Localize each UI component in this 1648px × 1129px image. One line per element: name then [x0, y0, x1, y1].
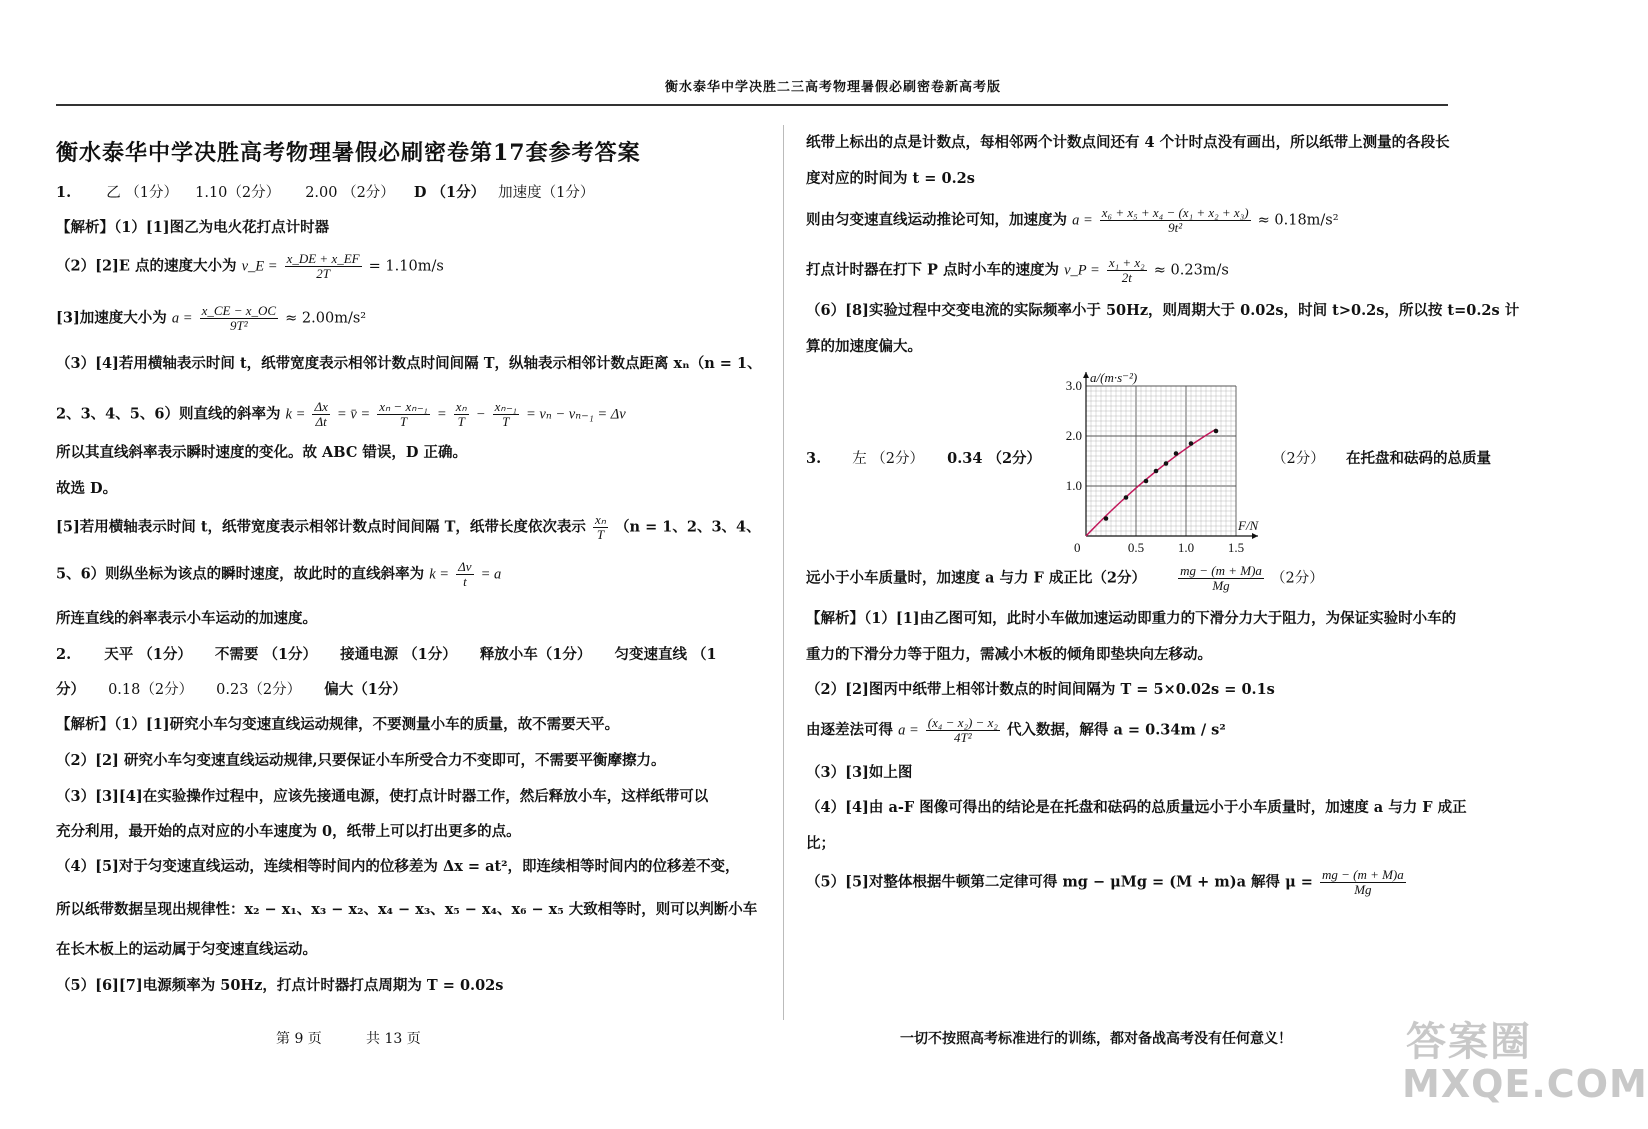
- formula-xnt-denominator: T: [596, 527, 605, 542]
- formula-k2-denominator: T: [399, 414, 408, 429]
- left-line-1: 【解析】（1）[1]图乙为电火花打点计时器: [56, 219, 330, 236]
- footer-slogan: 一切不按照高考标准进行的训练，都对备战高考没有任何意义！: [900, 1031, 1292, 1047]
- x-tick-label: 1.5: [1227, 540, 1245, 555]
- formula-k3-numerator: xₙ: [455, 399, 467, 414]
- formula-a4-lhs: a =: [898, 722, 919, 739]
- x-axis-label: F/N: [1238, 518, 1259, 533]
- y-tick-label: 1.0: [1065, 478, 1082, 493]
- right-line-14: 比；: [806, 835, 835, 852]
- y-tick-label: 3.0: [1065, 378, 1082, 393]
- right-line-11: [806, 716, 1226, 745]
- formula-a-lhs: a =: [171, 310, 193, 327]
- left-line-2: [56, 252, 444, 281]
- q1-ans-4: D （1分）: [413, 184, 486, 201]
- formula-mu-numerator: mg − (m + M)a: [1180, 563, 1262, 578]
- left-line-8-text: [5]若用横轴表示时间 t，纸带宽度表示相邻计数点时间间隔 T，纸带长度依次表示: [56, 518, 586, 536]
- formula-k-frac-1: [312, 400, 329, 429]
- q2-ans-3: 接通电源 （1分）: [340, 646, 457, 663]
- formula-a6-lhs: a =: [1072, 212, 1093, 229]
- q1-ans-3: 2.00 （2分）: [305, 185, 395, 201]
- left-line-4: （3）[4]若用横轴表示时间 t，纸带宽度表示相邻计数点时间间隔 T，纵轴表示相邻计数点距离 xₙ（n = 1、: [56, 355, 762, 372]
- formula-a6-fraction: [1100, 206, 1251, 235]
- q1-ans-5: 加速度（1分）: [498, 185, 595, 201]
- left-line-6: 所以其直线斜率表示瞬时速度的变化。故 ABC 错误，D 正确。: [56, 444, 468, 461]
- q2-answers-row-2: [56, 681, 407, 699]
- q3-ans-3: （2分）: [1272, 451, 1325, 467]
- formula-a4-numerator: (x₄ − x₂) − x₂: [927, 715, 998, 730]
- footer-page-number: 第 9 页: [276, 1031, 322, 1047]
- formula-a6-numerator: x₆ + x₅ + x₄ − (x₁ + x₂ + x₃): [1101, 205, 1249, 220]
- origin-label: 0: [1074, 540, 1081, 555]
- q2-ans-6: 0.18（2分）: [108, 682, 194, 698]
- formula-a-fraction: [200, 304, 278, 333]
- data-point: [1144, 479, 1149, 484]
- left-line-9-text: 5、6）则纵坐标为该点的瞬时速度，故此时的直线斜率为: [56, 565, 425, 583]
- right-line-7: [806, 564, 1324, 593]
- formula-k1-numerator: Δx: [314, 399, 328, 414]
- left-line-8: [56, 513, 761, 542]
- formula-mu2-fraction: [1320, 868, 1406, 897]
- left-line-2-text: （2）[2]E 点的速度大小为: [56, 257, 237, 275]
- formula-k-frac-2: [377, 400, 430, 429]
- data-point: [1154, 469, 1159, 474]
- right-line-10: （2）[2]图丙中纸带上相邻计数点的时间间隔为 T = 5×0.02s = 0.1s: [806, 681, 1275, 698]
- q2-ans-2: 不需要 （1分）: [214, 646, 318, 663]
- q2-ans-1: 天平 （1分）: [104, 646, 192, 663]
- right-line-9: 重力的下滑分力等于阻力，需减小木板的倾角即垫块向左移动。: [806, 646, 1212, 663]
- formula-vp-lhs: v_P =: [1064, 262, 1100, 279]
- formula-a4-fraction: [926, 716, 1000, 745]
- x-axis-arrow: [1252, 533, 1258, 539]
- right-line-6: 算的加速度偏大。: [806, 338, 922, 355]
- right-line-13: （4）[4]由 a-F 图像可得出的结论是在托盘和砝码的总质量远小于小车质量时，加速度 a 与力 F 成正: [806, 799, 1467, 816]
- left-line-3: [56, 304, 366, 333]
- watermark-site: MXQE.COM: [1402, 1062, 1648, 1106]
- q2-ans-8: 偏大（1分）: [324, 681, 407, 698]
- right-line-5: （6）[8]实验过程中交变电流的实际频率小于 50Hz，则周期大于 0.02s，时间 t>0.2s，所以按 t=0.2s 计: [806, 302, 1520, 319]
- formula-k-lhs: k =: [285, 406, 306, 423]
- x-tick-label: 1.0: [1177, 540, 1195, 555]
- formula-mu2-numerator: mg − (m + M)a: [1321, 867, 1404, 882]
- q1-ans-2: 1.10（2分）: [195, 185, 281, 201]
- q3-ans-4: 在托盘和砝码的总质量: [1346, 450, 1491, 467]
- formula-ve-numerator: x_DE + x_EF: [286, 251, 360, 266]
- formula-ve-fraction: [285, 252, 362, 281]
- formula-vp-denominator: 2t: [1121, 270, 1132, 285]
- left-line-10: 所连直线的斜率表示小车运动的加速度。: [56, 610, 317, 627]
- formula-kv-denominator: t: [463, 574, 467, 589]
- right-line-11-text: 由逐差法可得: [806, 721, 893, 739]
- header-series-title: 衡水泰华中学决胜二三高考物理暑假必刷密卷新高考版: [665, 80, 1002, 95]
- formula-mu2-denominator: Mg: [1354, 882, 1372, 897]
- formula-k2-numerator: xₙ − xₙ₋₁: [379, 399, 428, 414]
- y-axis-label: a/(m·s⁻²): [1090, 370, 1138, 385]
- left-line-16: 所以纸带数据呈现出规律性：x₂ − x₁、x₃ − x₂、x₄ − x₃、x₅ − x₄、x₆ − x₅ 大致相等时，则可以判断小车: [56, 901, 758, 918]
- formula-kv-result: = a: [480, 566, 502, 583]
- formula-k-frac-3: [454, 400, 469, 429]
- formula-kv-numerator: Δv: [458, 559, 472, 574]
- right-line-7-text: 远小于小车质量时，加速度 a 与力 F 成正比（2分）: [806, 569, 1146, 587]
- data-point: [1174, 451, 1179, 456]
- data-point: [1214, 429, 1219, 434]
- right-line-15: [806, 868, 1408, 897]
- header-rule: [56, 104, 1448, 106]
- formula-vp-numerator: x₁ + x₂: [1108, 255, 1145, 270]
- formula-vp-result: ≈ 0.23m/s: [1153, 262, 1229, 279]
- footer-total-pages: 共 13 页: [366, 1031, 421, 1047]
- a-f-graph: [1044, 360, 1264, 560]
- q3-answers: [806, 450, 1041, 468]
- q3-ans-2: 0.34 （2分）: [947, 450, 1042, 467]
- watermark-logo: 答案圈: [1406, 1019, 1532, 1065]
- right-line-15-text: （5）[5]对整体根据牛顿第二定律可得 mg − μMg = (M + m)a 解得 μ =: [806, 873, 1313, 891]
- x-tick-label: 0.5: [1127, 540, 1145, 555]
- right-line-4-text: 打点计时器在打下 P 点时小车的速度为: [806, 261, 1059, 279]
- page-title: 衡水泰华中学决胜高考物理暑假必刷密卷第17套参考答案: [56, 140, 641, 166]
- data-point: [1104, 516, 1109, 521]
- left-line-17: 在长木板上的运动属于匀变速直线运动。: [56, 941, 317, 958]
- right-line-3: [806, 206, 1339, 235]
- right-line-8: 【解析】（1）[1]由乙图可知，此时小车做加速运动即重力的下滑分力大于阻力，为保证实验时小车的: [806, 610, 1457, 627]
- q2-ans-5-cont: 分）: [56, 681, 85, 698]
- formula-a-result: ≈ 2.00m/s²: [285, 310, 367, 327]
- y-axis-arrow: [1083, 372, 1089, 378]
- formula-a-numerator: x_CE − x_OC: [201, 303, 277, 318]
- formula-a-denominator: 9T²: [230, 318, 248, 333]
- q3-ans-1: 左 （2分）: [852, 451, 925, 467]
- data-point: [1164, 461, 1169, 466]
- formula-k1-denominator: Δt: [315, 414, 327, 429]
- formula-k4-denominator: T: [502, 414, 510, 429]
- left-line-15: （4）[5]对于匀变速直线运动，连续相等时间内的位移差为 Δx = at²，即连续相等时间内的位移差不变，: [56, 858, 740, 875]
- q2-number: 2.: [56, 646, 72, 663]
- left-line-11: 【解析】（1）[1]研究小车匀变速直线运动规律，不要测量小车的质量，故不需要天平。: [56, 716, 620, 733]
- q2-answers-row-1: [56, 646, 717, 664]
- q2-ans-4: 释放小车（1分）: [479, 646, 592, 663]
- formula-vp-fraction: [1107, 256, 1147, 285]
- formula-kv-fraction: [456, 560, 473, 589]
- right-line-11-tail: 代入数据，解得 a = 0.34m / s²: [1006, 721, 1226, 739]
- formula-a4-denominator: 4T²: [954, 730, 972, 745]
- right-line-12: （3）[3]如上图: [806, 764, 913, 781]
- left-line-5: 2、3、4、5、6）则直线的斜率为 k = $\frac{\Delta x}{\Delta t}$ = v̄ = $\frac{\text{xₙ − xₙ₋₁}}{T}$ = $\frac{\text{xₙ}}{T}$ − $\frac{\text{xₙ₋₁}}{T}$ = vₙ − vₙ₋₁ = Δv: [56, 399, 626, 429]
- q2-ans-5: 匀变速直线 （1: [614, 646, 717, 663]
- formula-k-frac-4: [493, 400, 519, 429]
- formula-mu-score: （2分）: [1270, 570, 1324, 587]
- formula-ve-lhs: v_E =: [241, 258, 278, 275]
- left-line-12: （2）[2] 研究小车匀变速直线运动规律,只要保证小车所受合力不变即可，不需要平衡摩擦力。: [56, 752, 666, 769]
- formula-mu-denominator: Mg: [1212, 578, 1230, 593]
- formula-k4-numerator: xₙ₋₁: [494, 399, 517, 414]
- left-line-18: （5）[6][7]电源频率为 50Hz，打点计时器打点周期为 T = 0.02s: [56, 977, 504, 994]
- q3-number: 3.: [806, 450, 822, 467]
- formula-a6-result: ≈ 0.18m/s²: [1257, 212, 1339, 229]
- y-tick-label: 2.0: [1065, 428, 1082, 443]
- formula-ve-result: = 1.10m/s: [368, 258, 444, 275]
- left-line-8-tail: （n = 1、2、3、4、: [614, 518, 761, 536]
- right-line-3-text: 则由匀变速直线运动推论可知，加速度为: [806, 211, 1067, 229]
- right-line-2: 度对应的时间为 t = 0.2s: [806, 170, 975, 187]
- formula-ve-denominator: 2T: [316, 266, 330, 281]
- column-divider: [783, 125, 784, 1020]
- left-line-13: （3）[3][4]在实验操作过程中，应该先接通电源，使打点计时器工作，然后释放小车，这样纸带可以: [56, 788, 709, 805]
- left-line-9: [56, 560, 501, 589]
- formula-k-vbar: = v̄ =: [336, 406, 371, 423]
- chart-axes: [1083, 372, 1258, 539]
- formula-k-result: = vₙ − vₙ₋₁ = Δv: [526, 406, 626, 423]
- formula-kv-lhs: k =: [429, 566, 450, 583]
- formula-mu-fraction: [1178, 564, 1264, 593]
- left-line-14: 充分利用，最开始的点对应的小车速度为 0，纸带上可以打出更多的点。: [56, 823, 521, 840]
- left-line-3-text: [3]加速度大小为: [56, 309, 167, 327]
- formula-xn-t-fraction: [593, 513, 608, 542]
- formula-k3-denominator: T: [457, 414, 465, 429]
- q1-answers: [56, 184, 594, 202]
- left-line-5-text: 2、3、4、5、6）则直线的斜率为: [56, 405, 281, 423]
- formula-xnt-numerator: xₙ: [594, 512, 606, 527]
- data-point: [1189, 441, 1194, 446]
- left-line-7: 故选 D。: [56, 480, 118, 497]
- q2-ans-7: 0.23（2分）: [216, 682, 302, 698]
- right-line-1: 纸带上标出的点是计数点，每相邻两个计数点间还有 4 个计时点没有画出，所以纸带上测量的各段长: [806, 134, 1450, 151]
- data-point: [1124, 495, 1129, 500]
- right-line-4: [806, 256, 1229, 285]
- formula-a6-denominator: 9t²: [1168, 220, 1183, 235]
- q1-ans-1: 乙 （1分）: [106, 185, 179, 201]
- q1-number: 1.: [56, 184, 72, 201]
